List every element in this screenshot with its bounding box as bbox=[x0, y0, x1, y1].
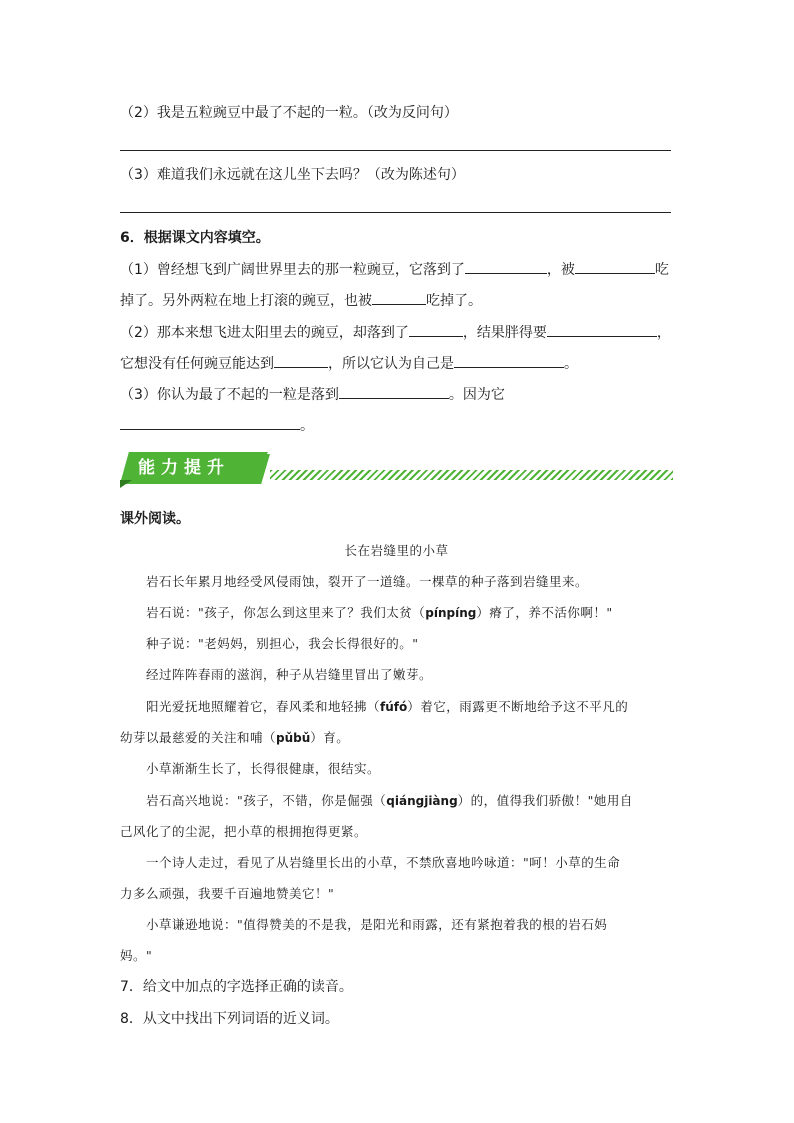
passage-title: 长在岩缝里的小草 bbox=[344, 543, 449, 558]
banner-hatch-decoration bbox=[270, 470, 673, 480]
paragraph bbox=[146, 697, 628, 717]
q6-line-2 bbox=[120, 290, 482, 311]
blank[interactable] bbox=[120, 415, 300, 430]
paragraph: 小草渐渐生长了，长得很健康，很结实。 bbox=[146, 761, 381, 776]
banner-title: 能力提升 bbox=[138, 458, 230, 478]
text: 吃掉了。 bbox=[426, 293, 482, 309]
q5-item-3: （3）难道我们永远就在这儿坐下去吗？（改为陈述句） bbox=[120, 167, 465, 183]
paragraph: 小草谦逊地说："值得赞美的不是我，是阳光和雨露，还有紧抱着我的根的岩石妈 bbox=[146, 917, 608, 932]
pinyin-options: fúfó bbox=[380, 700, 408, 714]
blank[interactable] bbox=[547, 322, 657, 337]
paragraph-continued: 己风化了的尘泥，把小草的根拥抱得更紧。 bbox=[120, 824, 368, 839]
paragraph-continued: 妈。" bbox=[120, 948, 153, 963]
paragraph: 一个诗人走过，看见了从岩缝里长出的小草，不禁欣喜地吟咏道："呵！小草的生命 bbox=[146, 855, 621, 870]
answer-line[interactable] bbox=[120, 150, 671, 151]
section-banner bbox=[120, 452, 673, 488]
pinyin-options: pínpíng bbox=[425, 606, 477, 620]
blank[interactable] bbox=[465, 259, 547, 274]
q6-line-4 bbox=[120, 353, 578, 374]
blank[interactable] bbox=[372, 290, 426, 305]
blank[interactable] bbox=[274, 353, 328, 368]
q6-line-5 bbox=[120, 384, 505, 405]
text: 。 bbox=[564, 356, 578, 372]
pinyin-options: qiángjiàng bbox=[386, 794, 458, 808]
q6-line-6 bbox=[120, 415, 314, 436]
text: 幼芽以最慈爱的关注和哺（ bbox=[120, 730, 277, 745]
q6-line-3 bbox=[120, 322, 671, 343]
reading-label: 课外阅读。 bbox=[120, 511, 190, 527]
text: 。 bbox=[300, 418, 314, 434]
blank[interactable] bbox=[454, 353, 564, 368]
text: ）育。 bbox=[310, 730, 350, 745]
answer-line[interactable] bbox=[120, 212, 671, 213]
q6-line-1 bbox=[120, 259, 669, 280]
blank[interactable] bbox=[575, 259, 655, 274]
text: （1）曾经想飞到广阔世界里去的那一粒豌豆，它落到了 bbox=[120, 262, 465, 278]
q5-item-2: （2）我是五粒豌豆中最了不起的一粒。（改为反问句） bbox=[120, 105, 458, 121]
text: ，结果胖得要 bbox=[462, 325, 547, 341]
text: 吃 bbox=[654, 262, 669, 278]
text: 。因为它 bbox=[448, 387, 505, 403]
text: ， bbox=[656, 325, 671, 341]
text: ）着它，雨露更不断地给予这不平凡的 bbox=[407, 699, 629, 714]
pinyin-options: pǔbǔ bbox=[276, 731, 311, 745]
text: ）瘠了，养不活你啊！" bbox=[476, 605, 613, 620]
paragraph: 岩石长年累月地经受风侵雨蚀，裂开了一道缝。一棵草的种子落到岩缝里来。 bbox=[146, 574, 589, 589]
text: 岩石说："孩子，你怎么到这里来了？我们太贫（ bbox=[146, 605, 426, 620]
q6-heading: 6．根据课文内容填空。 bbox=[120, 230, 270, 246]
paragraph: 经过阵阵春雨的滋润，种子从岩缝里冒出了嫩芽。 bbox=[146, 667, 433, 682]
text: ，所以它认为自己是 bbox=[328, 356, 454, 372]
q7: 7．给文中加点的字选择正确的读音。 bbox=[120, 979, 353, 995]
text: 它想没有任何豌豆能达到 bbox=[120, 356, 274, 372]
text: 掉了。另外两粒在地上打滚的豌豆，也被 bbox=[120, 293, 372, 309]
q8: 8．从文中找出下列词语的近义词。 bbox=[120, 1011, 339, 1027]
text: 阳光爱抚地照耀着它，春风柔和地轻拂（ bbox=[146, 699, 381, 714]
text: 岩石高兴地说："孩子，不错，你是倔强（ bbox=[146, 793, 387, 808]
blank[interactable] bbox=[339, 384, 449, 399]
paragraph: 种子说："老妈妈，别担心，我会长得很好的。" bbox=[146, 636, 419, 651]
text: ，被 bbox=[546, 262, 575, 278]
text: （2）那本来想飞进太阳里去的豌豆，却落到了 bbox=[120, 325, 409, 341]
paragraph-continued: 力多么顽强，我要千百遍地赞美它！" bbox=[120, 886, 335, 901]
paragraph-continued bbox=[120, 728, 349, 748]
paragraph bbox=[146, 603, 613, 623]
text: ）的，值得我们骄傲！"她用自 bbox=[457, 793, 633, 808]
blank[interactable] bbox=[409, 322, 463, 337]
text: （3）你认为最了不起的一粒是落到 bbox=[120, 387, 339, 403]
paragraph bbox=[146, 791, 633, 811]
